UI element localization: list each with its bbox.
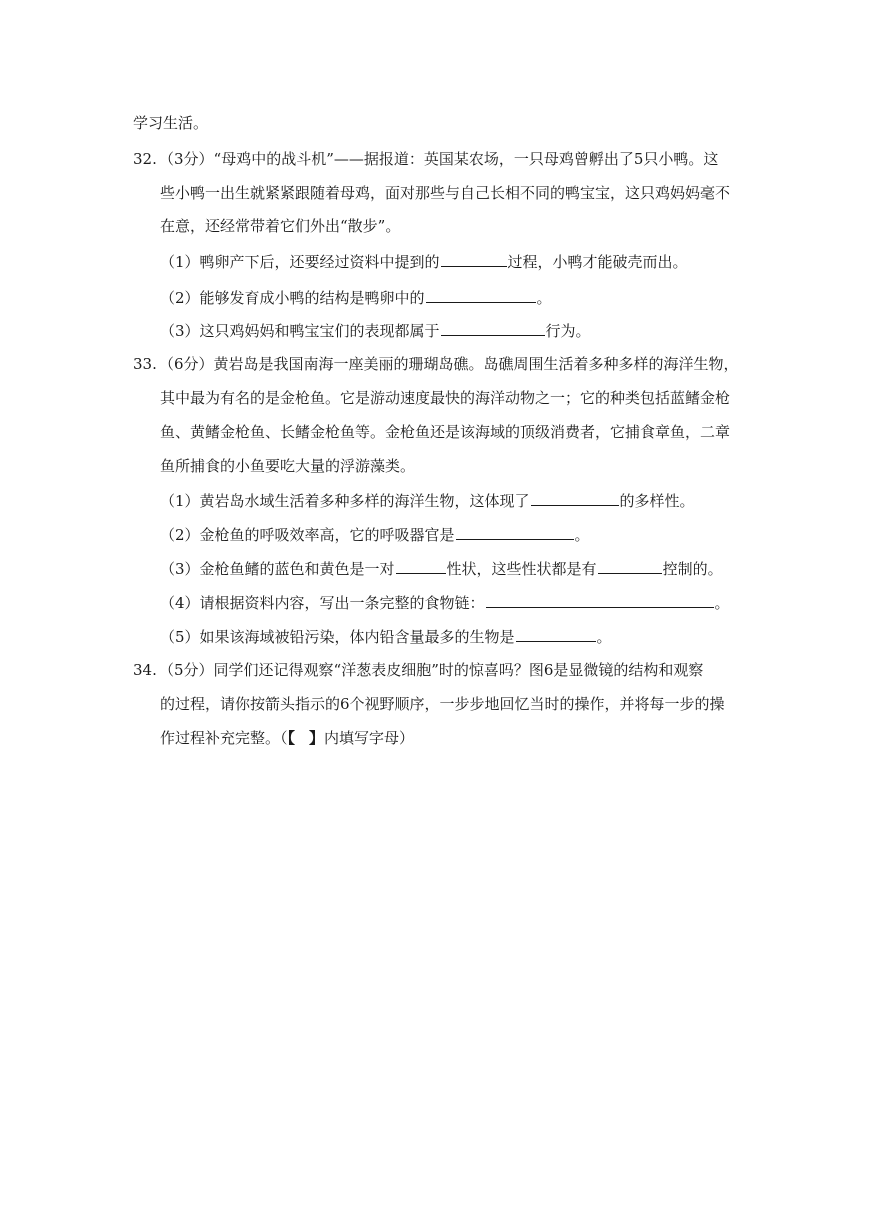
- question-32-text-1: （3分）“母鸡中的战斗机”——据报道：英国某农场，一只母鸡曾孵出了5只小鸭。这: [159, 150, 719, 168]
- sub-5-text-b: 。: [596, 628, 612, 646]
- answer-blank-33-2[interactable]: [456, 524, 574, 540]
- sub-2-text-b: 。: [574, 526, 590, 544]
- sub-4-text-b: 。: [714, 594, 730, 612]
- sub-1-text-b: 过程，小鸭才能破壳而出。: [507, 253, 688, 271]
- question-34-text-3a: 作过程补充完整。（: [160, 729, 288, 747]
- question-33-sub-1: [160, 490, 695, 510]
- question-34-number: 34.: [133, 661, 157, 679]
- sub-3-text-b: 行为。: [545, 322, 591, 340]
- sub-5-text-a: （5）如果该海域被铅污染，体内铅含量最多的生物是: [160, 628, 515, 646]
- question-34-line-2: 的过程，请你按箭头指示的6个视野顺序，一步步地回忆当时的操作，并将每一步的操: [160, 695, 725, 713]
- question-32-number: 32.: [133, 150, 157, 168]
- sub-3-text-c: 控制的。: [662, 560, 723, 578]
- answer-blank-32-3[interactable]: [441, 320, 545, 336]
- question-33-sub-5: [160, 626, 612, 646]
- question-33-sub-4: [160, 592, 730, 612]
- answer-bracket-open: 【: [287, 729, 296, 747]
- question-33-sub-2: [160, 524, 590, 544]
- sub-1-text-b: 的多样性。: [619, 492, 695, 510]
- answer-blank-33-4[interactable]: [486, 592, 714, 608]
- answer-blank-33-3a[interactable]: [396, 558, 446, 574]
- question-33-line-4: 鱼所捕食的小鱼要吃大量的浮游藻类。: [160, 457, 416, 475]
- question-32-line-3: 在意，还经常带着它们外出“散步”。: [160, 217, 401, 235]
- question-34-line-3: [160, 728, 414, 748]
- question-33-number: 33.: [133, 355, 157, 373]
- question-33-text-1: （6分）黄岩岛是我国南海一座美丽的珊瑚岛礁。岛礁周围生活着多种多样的海洋生物，: [159, 355, 739, 373]
- sub-1-text-a: （1）鸭卵产下后，还要经过资料中提到的: [160, 253, 440, 271]
- question-32-sub-2: [160, 287, 552, 307]
- answer-bracket-close: 】: [309, 729, 325, 747]
- question-32-sub-1: [160, 251, 688, 271]
- answer-blank-32-1[interactable]: [441, 251, 507, 267]
- sub-4-text-a: （4）请根据资料内容，写出一条完整的食物链：: [160, 594, 485, 612]
- answer-blank-33-5[interactable]: [516, 626, 596, 642]
- answer-blank-32-2[interactable]: [426, 287, 536, 303]
- question-32-line-1: [133, 149, 718, 169]
- sub-3-text-b: 性状，这些性状都是有: [446, 560, 597, 578]
- question-34-line-1: [133, 660, 703, 680]
- continuation-text: 学习生活。: [133, 114, 209, 132]
- question-34-text-1: （5分）同学们还记得观察“洋葱表皮细胞”时的惊喜吗？图6是显微镜的结构和观察: [159, 661, 704, 679]
- question-33-line-2: 其中最为有名的是金枪鱼。它是游动速度最快的海洋动物之一；它的种类包括蓝鳍金枪: [160, 389, 731, 407]
- question-34-text-3b: 内填写字母）: [324, 729, 415, 747]
- sub-3-text-a: （3）这只鸡妈妈和鸭宝宝们的表现都属于: [160, 322, 440, 340]
- question-33-sub-3: [160, 558, 723, 578]
- sub-1-text-a: （1）黄岩岛水域生活着多种多样的海洋生物，这体现了: [160, 492, 530, 510]
- answer-blank-33-3b[interactable]: [598, 558, 662, 574]
- question-33-line-1: [133, 354, 739, 374]
- answer-blank-33-1[interactable]: [531, 490, 619, 506]
- sub-2-text-a: （2）金枪鱼的呼吸效率高，它的呼吸器官是: [160, 526, 455, 544]
- question-32-line-2: 些小鸭一出生就紧紧跟随着母鸡，面对那些与自己长相不同的鸭宝宝，这只鸡妈妈毫不: [160, 184, 731, 202]
- question-32-sub-3: [160, 320, 591, 340]
- sub-2-text-a: （2）能够发育成小鸭的结构是鸭卵中的: [160, 289, 425, 307]
- question-33-line-3: 鱼、黄鳍金枪鱼、长鳍金枪鱼等。金枪鱼还是该海域的顶级消费者，它捕食章鱼，二章: [160, 423, 731, 441]
- sub-3-text-a: （3）金枪鱼鳍的蓝色和黄色是一对: [160, 560, 395, 578]
- sub-2-text-b: 。: [536, 289, 552, 307]
